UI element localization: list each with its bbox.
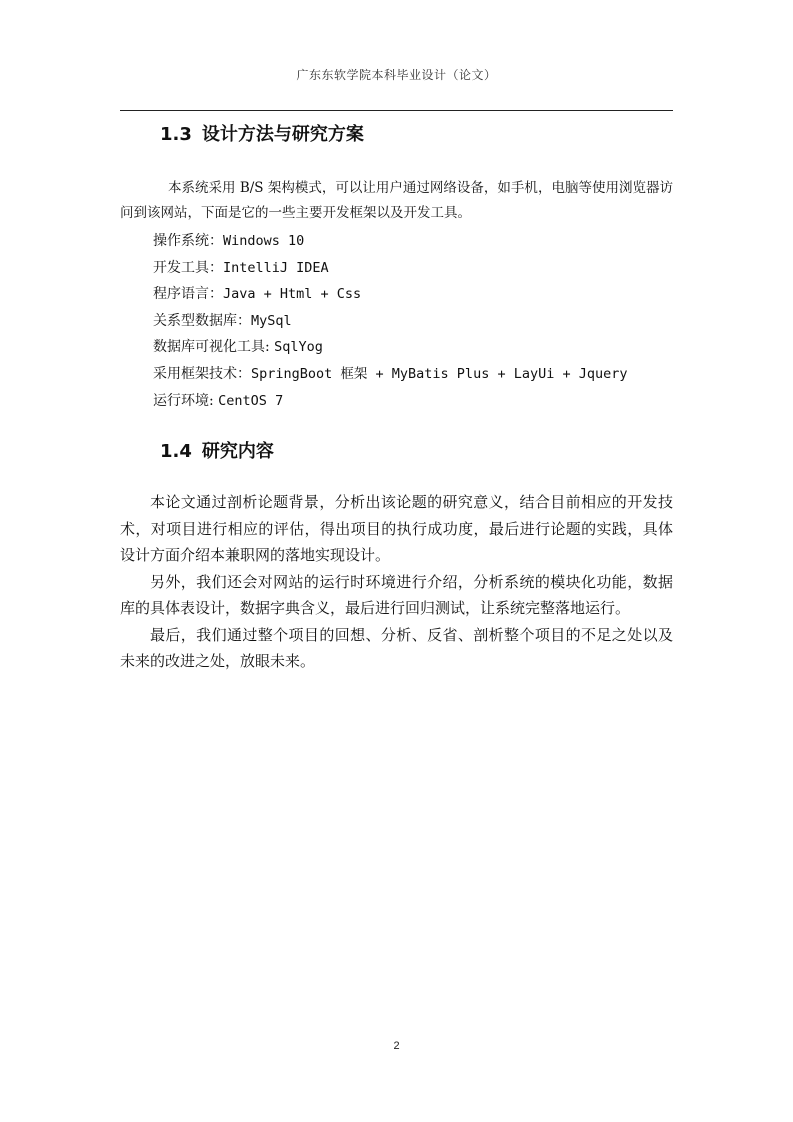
spec-item-framework <box>153 361 628 388</box>
spec-value: IntelliJ IDEA <box>223 259 329 276</box>
spec-label: 采用框架技术： <box>153 365 251 382</box>
spec-label: 数据库可视化工具: <box>153 339 275 356</box>
spec-label: 程序语言： <box>153 286 223 303</box>
section-title: 设计方法与研究方案 <box>201 124 364 145</box>
spec-value: SpringBoot 框架 + MyBatis Plus + LayUi + Jquery <box>251 365 628 382</box>
body-paragraph: 另外，我们还会对网站的运行时环境进行介绍，分析系统的模块化功能，数据库的具体表设计，数据字典含义，最后进行回归测试，让系统完整落地运行。 <box>120 572 673 617</box>
section-title: 研究内容 <box>201 441 274 462</box>
section-number: 1.3 <box>160 124 192 145</box>
body-paragraph: 最后，我们通过整个项目的回想、分析、反省、剖析整个项目的不足之处以及未来的改进之处，放眼未来。 <box>120 625 673 670</box>
spec-value: Java + Html + Css <box>223 286 362 303</box>
spec-item-runtime <box>153 388 628 415</box>
spec-label: 关系型数据库： <box>153 312 251 329</box>
section-number: 1.4 <box>160 441 192 462</box>
section-heading-1-3 <box>160 120 364 146</box>
spec-label: 操作系统： <box>153 233 223 249</box>
spec-item-language <box>153 281 628 308</box>
section-heading-1-4 <box>160 437 274 463</box>
header-divider <box>120 110 673 111</box>
page-number: 2 <box>393 1040 400 1052</box>
spec-item-db-tool <box>153 334 628 361</box>
body-paragraph: 本论文通过剖析论题背景，分析出该论题的研究意义，结合目前相应的开发技术，对项目进行相应的评估，得出项目的执行成功度，最后进行论题的实践，具体设计方面介绍本兼职网的落地实现设计。 <box>120 493 673 564</box>
intro-paragraph: 本系统采用 B/S 架构模式，可以让用户通过网络设备，如手机，电脑等使用浏览器访问到该网站，下面是它的一些主要开发框架以及开发工具。 <box>120 180 673 221</box>
spec-label: 运行环境: <box>153 392 219 409</box>
spec-value: MySql <box>251 312 292 329</box>
spec-item-database <box>153 308 628 335</box>
page-header-title: 广东东软学院本科毕业设计（论文） <box>296 68 497 82</box>
spec-item-dev-tool <box>153 255 628 282</box>
spec-item-os <box>153 228 628 255</box>
tech-spec-list <box>153 228 628 414</box>
spec-value: SqlYog <box>274 339 323 356</box>
spec-value: Windows 10 <box>223 233 305 249</box>
spec-value: CentOS 7 <box>218 392 284 409</box>
spec-label: 开发工具： <box>153 259 223 276</box>
research-content-body <box>120 489 673 675</box>
